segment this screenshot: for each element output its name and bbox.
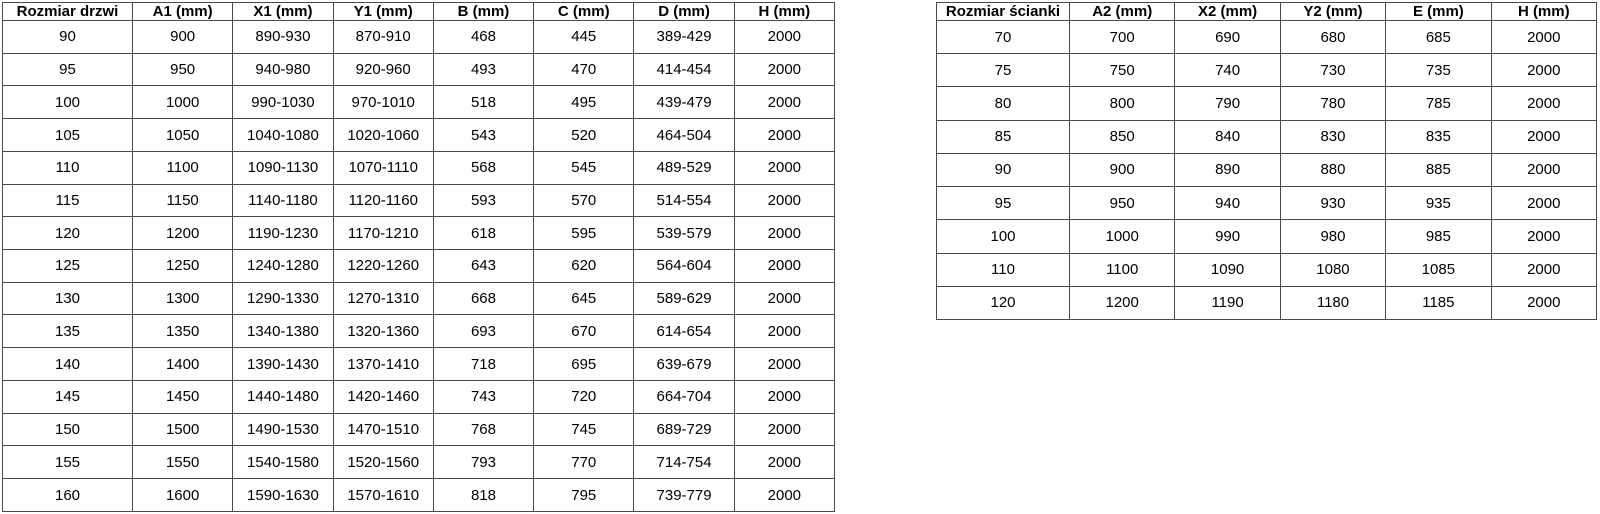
table-cell: 2000 [734, 413, 834, 446]
table-cell: 1120-1160 [333, 184, 433, 217]
table-row [937, 54, 1597, 87]
table-cell: 1220-1260 [333, 250, 433, 283]
table-cell: 1000 [133, 86, 233, 119]
table-cell: 125 [3, 250, 133, 283]
table-cell: 543 [433, 119, 533, 152]
column-header: E (mm) [1386, 3, 1491, 21]
table-row [3, 446, 835, 479]
table-row [3, 119, 835, 152]
table-cell: 1300 [133, 282, 233, 315]
table-cell: 970-1010 [333, 86, 433, 119]
table-cell: 620 [534, 250, 634, 283]
table-cell: 2000 [1491, 153, 1596, 186]
table-cell: 95 [937, 187, 1070, 220]
table-cell: 890 [1175, 153, 1280, 186]
wall-size-table [936, 2, 1597, 320]
table-row [3, 479, 835, 512]
table-cell: 1540-1580 [233, 446, 333, 479]
table-cell: 2000 [1491, 120, 1596, 153]
table-cell: 900 [133, 21, 233, 54]
table-cell: 155 [3, 446, 133, 479]
table-cell: 1590-1630 [233, 479, 333, 512]
table-cell: 1050 [133, 119, 233, 152]
table-cell: 1200 [1070, 286, 1175, 319]
column-header: A2 (mm) [1070, 3, 1175, 21]
table-cell: 700 [1070, 21, 1175, 54]
table-cell: 940 [1175, 187, 1280, 220]
table-cell: 740 [1175, 54, 1280, 87]
table-cell: 870-910 [333, 21, 433, 54]
table-row [3, 250, 835, 283]
table-cell: 2000 [734, 479, 834, 512]
table-cell: 1520-1560 [333, 446, 433, 479]
table-cell: 643 [433, 250, 533, 283]
table-cell: 570 [534, 184, 634, 217]
column-header: Rozmiar drzwi [3, 3, 133, 21]
table-cell: 110 [3, 151, 133, 184]
table-cell: 770 [534, 446, 634, 479]
table-cell: 745 [534, 413, 634, 446]
table-cell: 2000 [734, 380, 834, 413]
column-header: D (mm) [634, 3, 734, 21]
table-cell: 120 [937, 286, 1070, 319]
table-cell: 1440-1480 [233, 380, 333, 413]
column-header: Y2 (mm) [1280, 3, 1385, 21]
table-cell: 160 [3, 479, 133, 512]
table-row [3, 184, 835, 217]
table-cell: 950 [1070, 187, 1175, 220]
table-cell: 714-754 [634, 446, 734, 479]
table-cell: 990-1030 [233, 86, 333, 119]
table-cell: 2000 [734, 446, 834, 479]
column-header: H (mm) [1491, 3, 1596, 21]
table-cell: 1270-1310 [333, 282, 433, 315]
table-cell: 70 [937, 21, 1070, 54]
table-cell: 120 [3, 217, 133, 250]
table-cell: 545 [534, 151, 634, 184]
table-cell: 1090-1130 [233, 151, 333, 184]
column-header: Y1 (mm) [333, 3, 433, 21]
table-cell: 489-529 [634, 151, 734, 184]
table-cell: 110 [937, 253, 1070, 286]
table-cell: 1000 [1070, 220, 1175, 253]
table-cell: 668 [433, 282, 533, 315]
table-cell: 389-429 [634, 21, 734, 54]
table-cell: 518 [433, 86, 533, 119]
table-cell: 1100 [1070, 253, 1175, 286]
table-row [3, 348, 835, 381]
table-cell: 2000 [734, 315, 834, 348]
table-cell: 140 [3, 348, 133, 381]
table-cell: 2000 [734, 348, 834, 381]
table-cell: 593 [433, 184, 533, 217]
table-row [937, 120, 1597, 153]
column-header: B (mm) [433, 3, 533, 21]
table-cell: 1250 [133, 250, 233, 283]
table-row [937, 220, 1597, 253]
column-header: X2 (mm) [1175, 3, 1280, 21]
table-row [937, 253, 1597, 286]
table-cell: 2000 [1491, 253, 1596, 286]
table-cell: 1140-1180 [233, 184, 333, 217]
table-cell: 2000 [734, 86, 834, 119]
table-cell: 790 [1175, 87, 1280, 120]
table-cell: 685 [1386, 21, 1491, 54]
table-cell: 689-729 [634, 413, 734, 446]
table-cell: 1390-1430 [233, 348, 333, 381]
table-cell: 568 [433, 151, 533, 184]
table-cell: 785 [1386, 87, 1491, 120]
column-header: C (mm) [534, 3, 634, 21]
table-cell: 130 [3, 282, 133, 315]
table-cell: 800 [1070, 87, 1175, 120]
table-cell: 1070-1110 [333, 151, 433, 184]
door-size-table [2, 2, 835, 512]
table-cell: 985 [1386, 220, 1491, 253]
table-cell: 935 [1386, 187, 1491, 220]
table-cell: 2000 [1491, 21, 1596, 54]
table-cell: 1190-1230 [233, 217, 333, 250]
table-cell: 80 [937, 87, 1070, 120]
table-row [3, 282, 835, 315]
table-cell: 520 [534, 119, 634, 152]
table-cell: 693 [433, 315, 533, 348]
table-cell: 1370-1410 [333, 348, 433, 381]
table-row [937, 286, 1597, 319]
table-cell: 495 [534, 86, 634, 119]
header-row [3, 3, 835, 21]
table-cell: 718 [433, 348, 533, 381]
table-cell: 900 [1070, 153, 1175, 186]
table-cell: 1200 [133, 217, 233, 250]
table-cell: 1340-1380 [233, 315, 333, 348]
table-cell: 720 [534, 380, 634, 413]
table-cell: 1085 [1386, 253, 1491, 286]
table-row [3, 380, 835, 413]
table-cell: 2000 [734, 119, 834, 152]
table-cell: 780 [1280, 87, 1385, 120]
table-cell: 1490-1530 [233, 413, 333, 446]
table-cell: 1550 [133, 446, 233, 479]
table-cell: 639-679 [634, 348, 734, 381]
table-cell: 670 [534, 315, 634, 348]
table-cell: 439-479 [634, 86, 734, 119]
table-cell: 850 [1070, 120, 1175, 153]
table-cell: 645 [534, 282, 634, 315]
table-cell: 690 [1175, 21, 1280, 54]
column-header: Rozmiar ścianki [937, 3, 1070, 21]
table-cell: 930 [1280, 187, 1385, 220]
table-cell: 2000 [734, 184, 834, 217]
table-row [3, 413, 835, 446]
table-cell: 1240-1280 [233, 250, 333, 283]
column-header: X1 (mm) [233, 3, 333, 21]
table-row [3, 151, 835, 184]
table-cell: 90 [937, 153, 1070, 186]
table-cell: 1170-1210 [333, 217, 433, 250]
table-cell: 2000 [734, 21, 834, 54]
table-row [3, 53, 835, 86]
table-cell: 768 [433, 413, 533, 446]
table-cell: 1320-1360 [333, 315, 433, 348]
table-cell: 940-980 [233, 53, 333, 86]
table-cell: 1190 [1175, 286, 1280, 319]
table-cell: 1040-1080 [233, 119, 333, 152]
table-cell: 100 [937, 220, 1070, 253]
table-row [937, 153, 1597, 186]
table-cell: 145 [3, 380, 133, 413]
table-cell: 75 [937, 54, 1070, 87]
table-cell: 2000 [734, 250, 834, 283]
table-row [3, 217, 835, 250]
table-cell: 445 [534, 21, 634, 54]
table-cell: 2000 [734, 151, 834, 184]
table-cell: 664-704 [634, 380, 734, 413]
table-cell: 539-579 [634, 217, 734, 250]
table-cell: 2000 [1491, 286, 1596, 319]
table-cell: 100 [3, 86, 133, 119]
table-cell: 2000 [734, 217, 834, 250]
table-cell: 1080 [1280, 253, 1385, 286]
table-cell: 1500 [133, 413, 233, 446]
table-cell: 2000 [1491, 54, 1596, 87]
table-cell: 85 [937, 120, 1070, 153]
table-cell: 1185 [1386, 286, 1491, 319]
table-cell: 105 [3, 119, 133, 152]
table-cell: 1150 [133, 184, 233, 217]
table-cell: 885 [1386, 153, 1491, 186]
table-cell: 2000 [1491, 220, 1596, 253]
table-cell: 414-454 [634, 53, 734, 86]
table-row [937, 21, 1597, 54]
table-cell: 595 [534, 217, 634, 250]
table-cell: 2000 [734, 53, 834, 86]
header-row [937, 3, 1597, 21]
table-cell: 1020-1060 [333, 119, 433, 152]
table-cell: 890-930 [233, 21, 333, 54]
table-cell: 735 [1386, 54, 1491, 87]
table-row [3, 315, 835, 348]
table-cell: 1090 [1175, 253, 1280, 286]
table-cell: 980 [1280, 220, 1385, 253]
table-cell: 95 [3, 53, 133, 86]
table-cell: 950 [133, 53, 233, 86]
table-cell: 493 [433, 53, 533, 86]
table-cell: 793 [433, 446, 533, 479]
table-cell: 468 [433, 21, 533, 54]
table-row [937, 87, 1597, 120]
table-cell: 750 [1070, 54, 1175, 87]
table-cell: 695 [534, 348, 634, 381]
table-cell: 514-554 [634, 184, 734, 217]
table-cell: 680 [1280, 21, 1385, 54]
table-cell: 730 [1280, 54, 1385, 87]
table-cell: 135 [3, 315, 133, 348]
column-header: H (mm) [734, 3, 834, 21]
table-cell: 920-960 [333, 53, 433, 86]
table-cell: 1450 [133, 380, 233, 413]
table-cell: 1600 [133, 479, 233, 512]
table-row [3, 86, 835, 119]
table-cell: 150 [3, 413, 133, 446]
table-cell: 990 [1175, 220, 1280, 253]
table-cell: 830 [1280, 120, 1385, 153]
table-cell: 1290-1330 [233, 282, 333, 315]
table-cell: 743 [433, 380, 533, 413]
table-row [3, 21, 835, 54]
table-cell: 2000 [734, 282, 834, 315]
table-cell: 1400 [133, 348, 233, 381]
table-cell: 1420-1460 [333, 380, 433, 413]
table-cell: 1470-1510 [333, 413, 433, 446]
table-cell: 795 [534, 479, 634, 512]
table-cell: 618 [433, 217, 533, 250]
table-cell: 1570-1610 [333, 479, 433, 512]
table-cell: 1100 [133, 151, 233, 184]
column-header: A1 (mm) [133, 3, 233, 21]
table-cell: 1180 [1280, 286, 1385, 319]
table-cell: 840 [1175, 120, 1280, 153]
table-cell: 2000 [1491, 187, 1596, 220]
table-cell: 564-604 [634, 250, 734, 283]
table-row [937, 187, 1597, 220]
table-cell: 880 [1280, 153, 1385, 186]
table-cell: 2000 [1491, 87, 1596, 120]
table-cell: 464-504 [634, 119, 734, 152]
table-cell: 818 [433, 479, 533, 512]
table-cell: 835 [1386, 120, 1491, 153]
table-cell: 739-779 [634, 479, 734, 512]
table-cell: 115 [3, 184, 133, 217]
table-cell: 614-654 [634, 315, 734, 348]
table-cell: 589-629 [634, 282, 734, 315]
table-cell: 1350 [133, 315, 233, 348]
table-cell: 90 [3, 21, 133, 54]
table-cell: 470 [534, 53, 634, 86]
